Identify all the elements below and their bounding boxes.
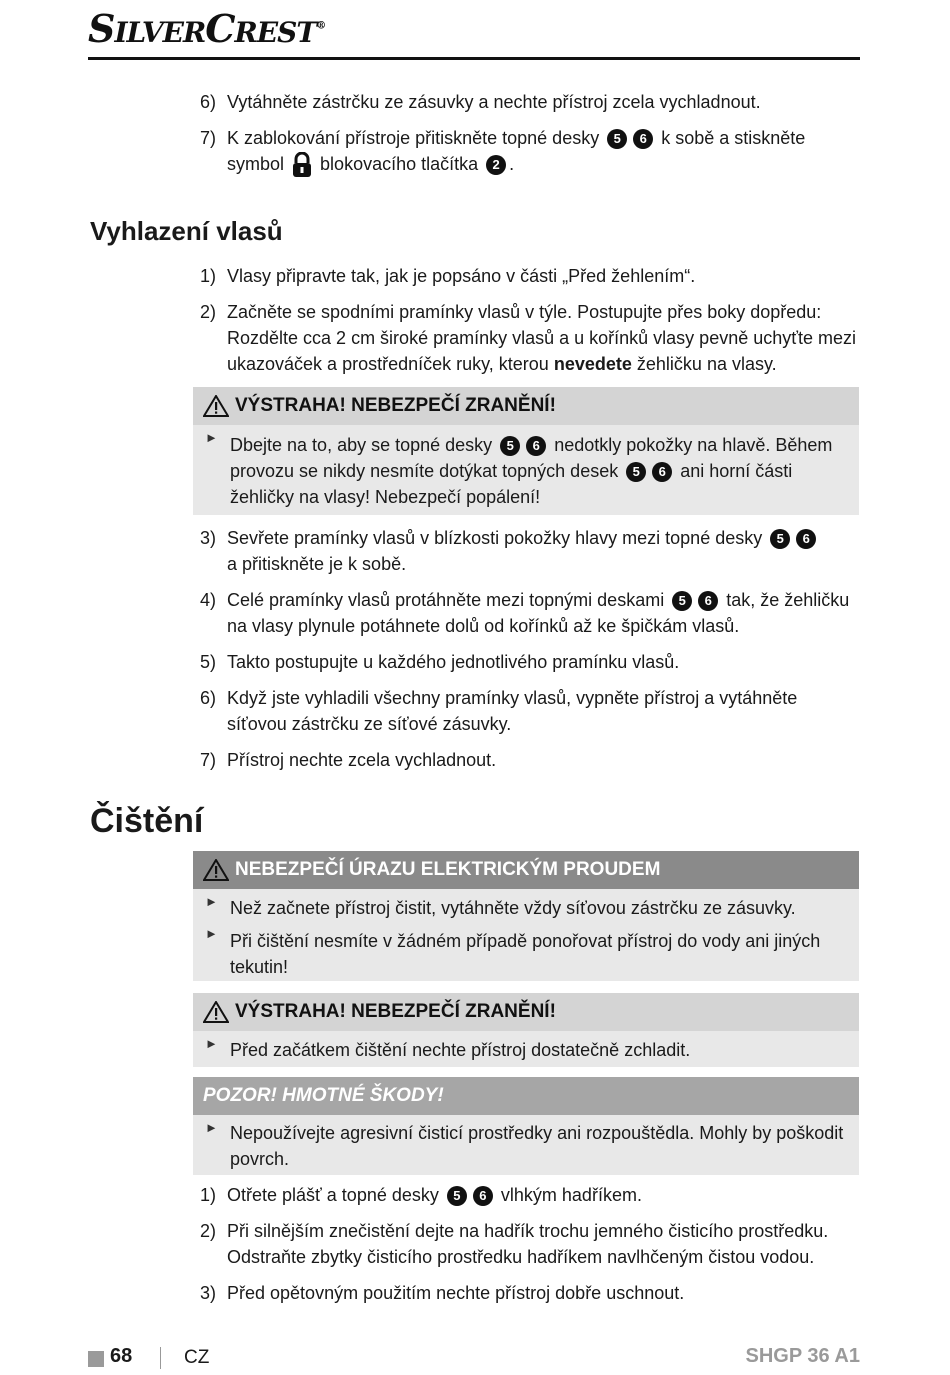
warning-box-injury-cleaning (193, 993, 859, 1067)
warning-box-injury (193, 387, 859, 515)
warning-triangle-icon (203, 1001, 229, 1023)
page-number: 68 (110, 1345, 133, 1367)
marker-5: 5 (672, 591, 692, 611)
danger-title: NEBEZPEČÍ ÚRAZU ELEKTRICKÝM PROUDEM (193, 851, 859, 889)
marker-5: 5 (500, 436, 520, 456)
arrow-bullet-icon: ► (205, 1036, 218, 1051)
footer-square-icon (88, 1351, 104, 1367)
warning-bullet: ► Dbejte na to, aby se topné desky 5 6 nedotkly pokožky na hlavě. Během provozu se nikdy nesmíte dotýkat topných desek 5 6 ani horní části žehličky na vlasy! Nebezpečí popálení! (193, 425, 859, 510)
list-item: 7) K zablokování přístroje přitiskněte topné desky 5 6 k sobě a stiskněte symbol blokovacího tlačítka 2 . (200, 125, 860, 181)
brand-logo: SILVERCREST® (88, 6, 326, 51)
section-heading-smoothing: Vyhlazení vlasů (90, 216, 283, 246)
caution-box-property (193, 1077, 859, 1175)
lock-icon (292, 152, 312, 178)
warning-triangle-icon (203, 859, 229, 881)
caution-title: POZOR! HMOTNÉ ŠKODY! (193, 1077, 859, 1115)
warning-title: VÝSTRAHA! NEBEZPEČÍ ZRANĚNÍ! (193, 387, 859, 425)
model-number: SHGP 36 A1 (745, 1345, 860, 1367)
marker-2: 2 (486, 155, 506, 175)
danger-bullet: ► Než začnete přístroj čistit, vytáhněte vždy síťovou zástrčku ze zásuvky. (193, 889, 859, 921)
marker-5: 5 (626, 462, 646, 482)
marker-6: 6 (796, 529, 816, 549)
marker-6: 6 (526, 436, 546, 456)
section-heading-cleaning: Čištění (90, 802, 204, 840)
marker-6: 6 (652, 462, 672, 482)
warning-triangle-icon (203, 395, 229, 417)
marker-6: 6 (473, 1186, 493, 1206)
marker-6: 6 (633, 129, 653, 149)
warning-bullet: ► Před začátkem čištění nechte přístroj dostatečně zchladit. (193, 1031, 859, 1063)
marker-5: 5 (447, 1186, 467, 1206)
language-code: CZ (184, 1347, 210, 1368)
warning-title: VÝSTRAHA! NEBEZPEČÍ ZRANĚNÍ! (193, 993, 859, 1031)
marker-5: 5 (607, 129, 627, 149)
arrow-bullet-icon: ► (205, 894, 218, 909)
arrow-bullet-icon: ► (205, 430, 218, 445)
footer-divider (160, 1347, 161, 1369)
danger-bullet: ► Při čištění nesmíte v žádném případě ponořovat přístroj do vody ani jiných tekutin! (193, 921, 859, 980)
arrow-bullet-icon: ► (205, 1120, 218, 1135)
page-header (88, 6, 860, 60)
danger-box-electric (193, 851, 859, 981)
header-rule (88, 57, 860, 60)
arrow-bullet-icon: ► (205, 926, 218, 941)
marker-6: 6 (698, 591, 718, 611)
marker-5: 5 (770, 529, 790, 549)
page-footer (88, 1345, 860, 1375)
caution-bullet: ► Nepoužívejte agresivní čisticí prostředky ani rozpouštědla. Mohly by poškodit povrch. (193, 1115, 859, 1172)
